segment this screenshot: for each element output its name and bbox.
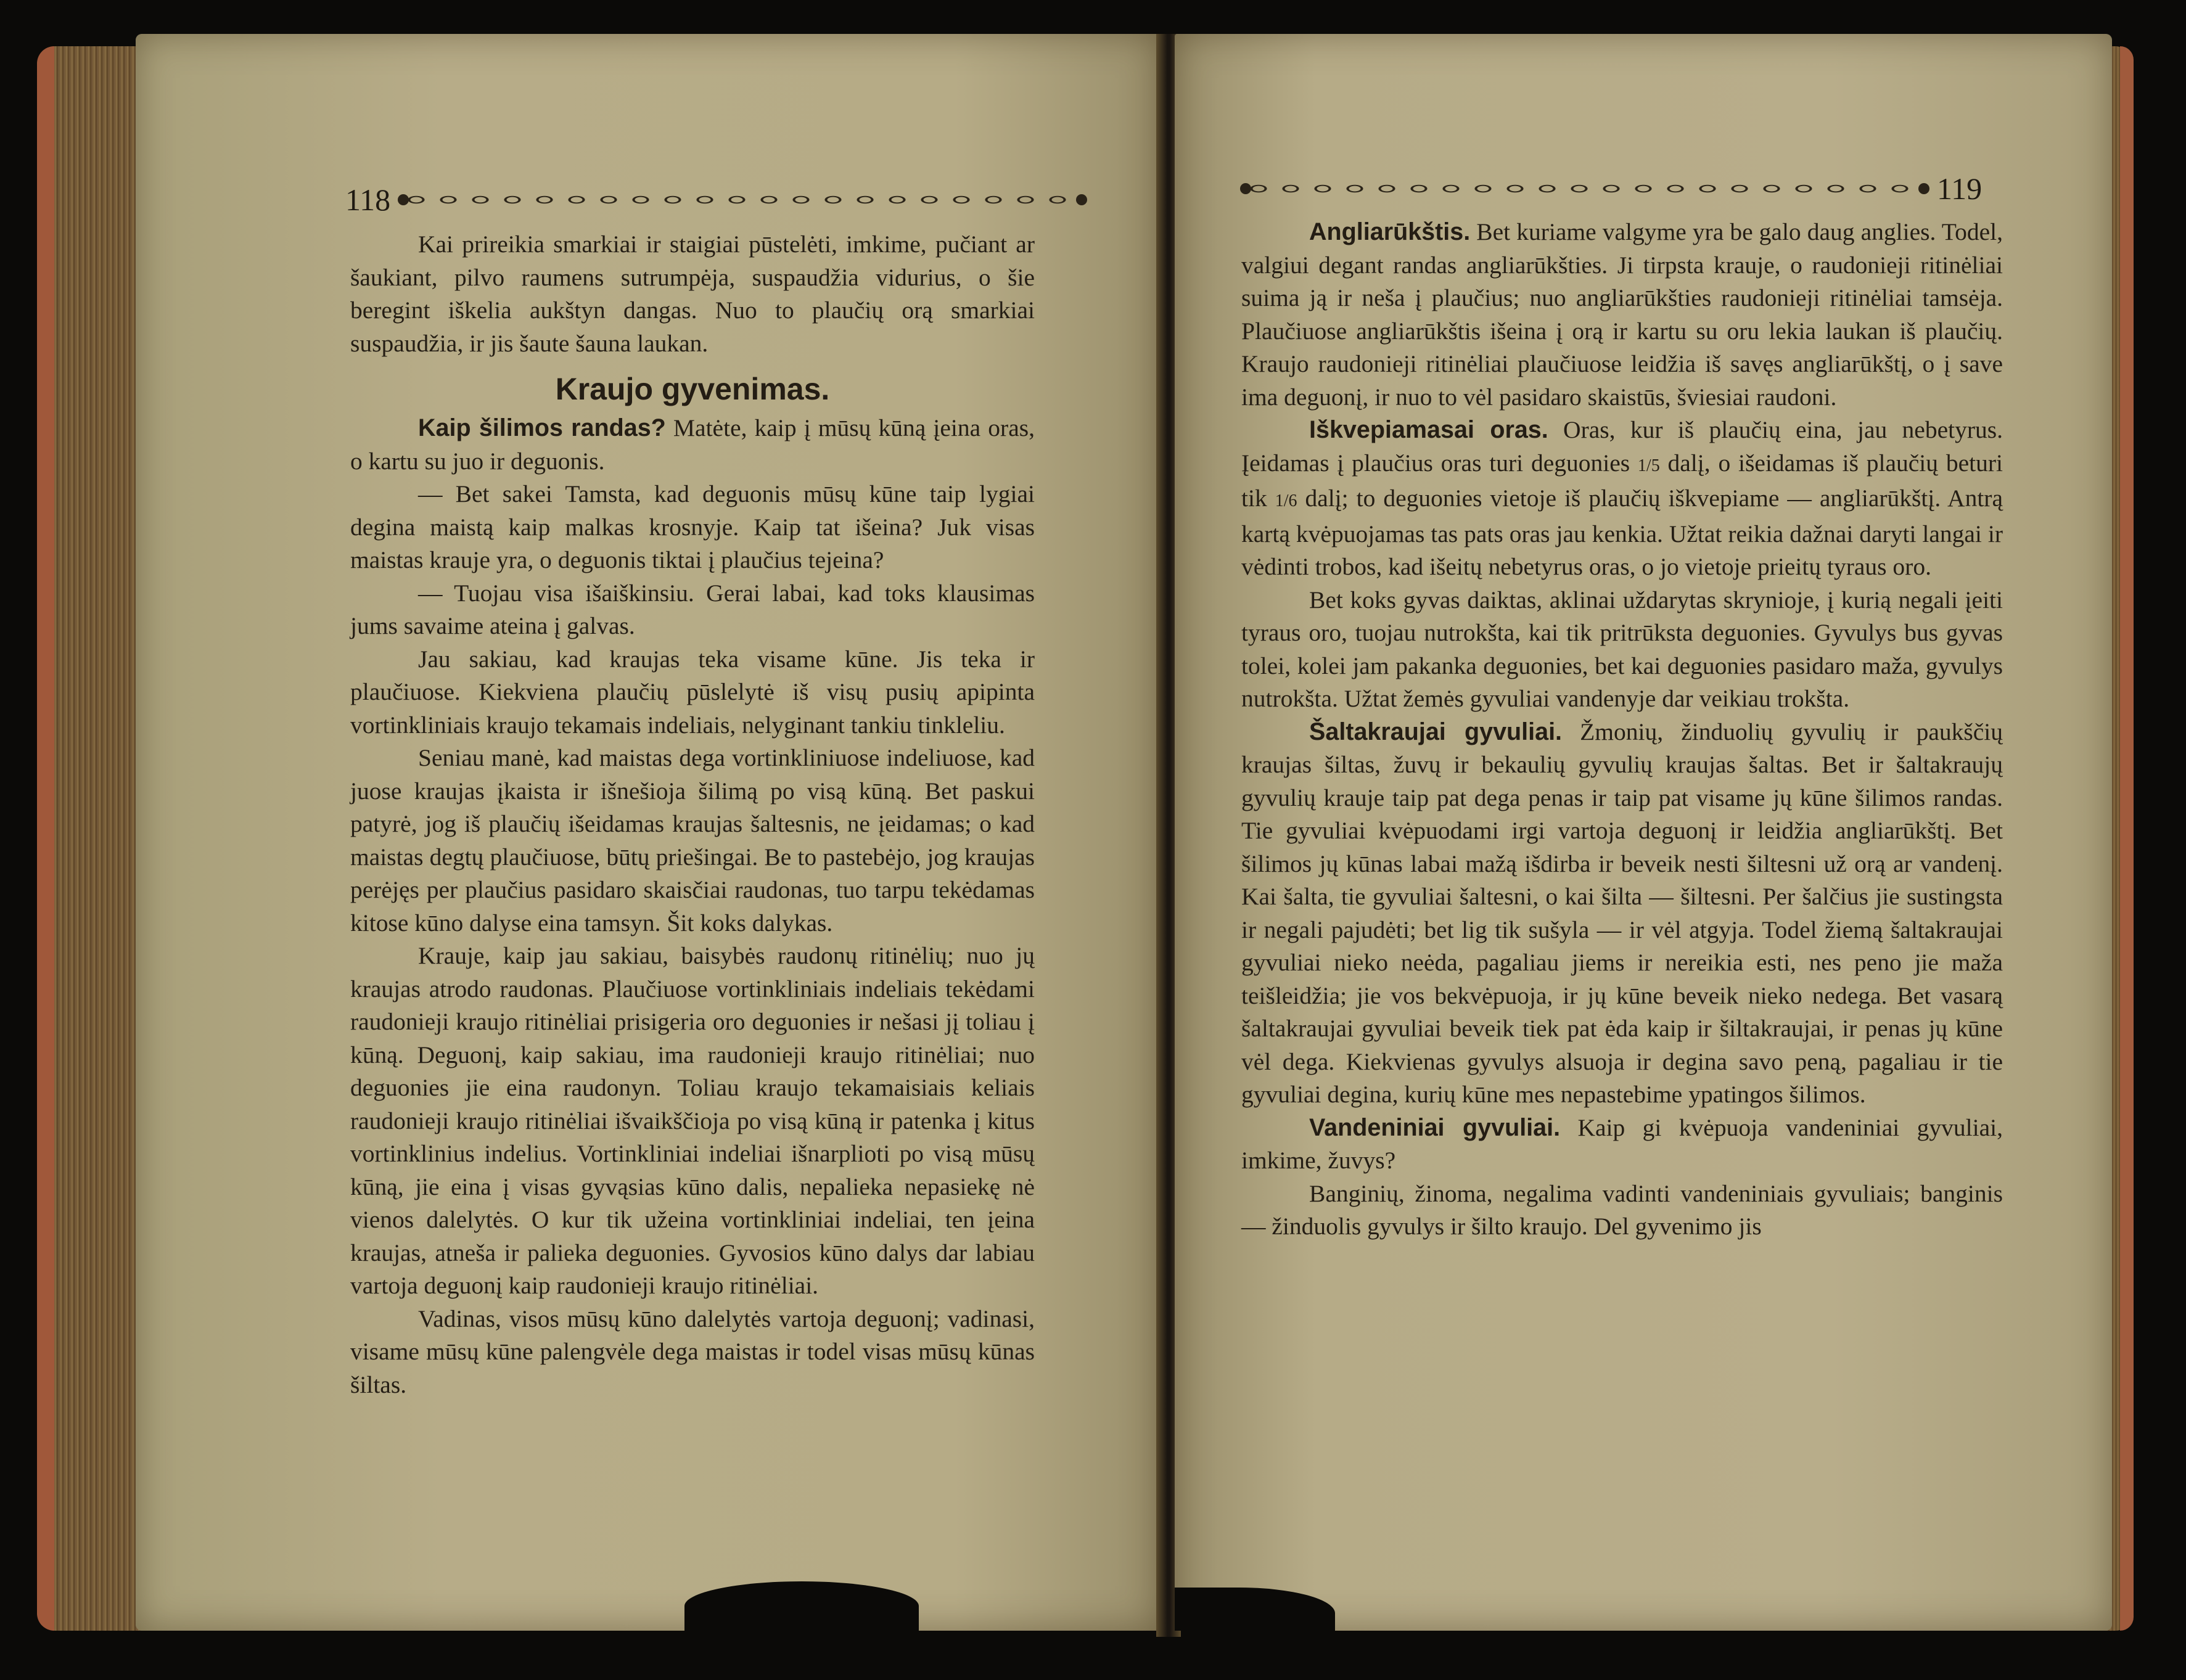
paragraph-text: dalį, o išeidamas iš plaučių beturi tik	[1241, 449, 2003, 512]
paragraph: Kai prireikia smarkiai ir staigiai pūstelėti, imkime, pučiant ar šaukiant, pilvo raumens sutrumpėja, suspaudžia vidurius, o šie beregint iškelia aukštyn dangas. Nuo to plaučių orą smarkiai suspaudžia, ir jis šaute šauna laukan.	[350, 231, 1035, 357]
paragraph-heading: Angliarūkštis.	[1309, 218, 1471, 245]
torn-edge	[684, 1581, 919, 1631]
paragraph	[1241, 716, 2003, 1112]
paragraph: Vadinas, visos mūsų kūno dalelytės vartoja deguonį; vadinasi, visame mūsų kūne palengvėle dega maistas ir todel visas mūsų kūnas šiltas.	[350, 1305, 1035, 1398]
torn-edge	[1175, 1588, 1335, 1631]
open-book	[37, 22, 2134, 1655]
paragraph	[1241, 414, 2003, 584]
paragraph	[1241, 216, 2003, 414]
paragraph-text: Matėte, kaip į mūsų kūną įeina oras, o kartu su juo ir deguonis.	[350, 414, 1035, 475]
paragraph: — Tuojau visa išaiškinsiu. Gerai labai, kad toks klausimas jums savaime ateina į galvas.	[350, 579, 1035, 639]
left-page-edge	[37, 46, 145, 1631]
right-page-header	[1243, 171, 1982, 207]
paragraph-text: Oras, kur iš plaučių eina, jau nebetyrus. Įeidamas į plaučius oras turi deguonies	[1241, 416, 2003, 477]
left-page	[136, 34, 1159, 1631]
paragraph: Jau sakiau, kad kraujas teka visame kūne. Jis teka ir plaučiuose. Kiekviena plaučių pūslelytė iš visų pusių apipinta vortinkliniais kraujo tekamais indeliais, nelyginant tankiu tinkleliu.	[350, 645, 1035, 739]
paragraph-heading: Vandeniniai gyvuliai.	[1309, 1113, 1561, 1141]
page-number: 119	[1937, 171, 1983, 206]
paragraph	[1241, 1112, 2003, 1178]
ornament-rule	[400, 191, 1085, 208]
ornament-rule	[1243, 180, 1927, 197]
paragraph: Seniau manė, kad maistas dega vortinkliniuose indeliuose, kad juose kraujas įkaista ir išnešioja šilimą po visą kūną. Bet paskui patyrė, jog iš plaučių išeidamas kraujas šaltesnis, ne įeidamas; o kad maistas degtų plaučiuose, būtų priešingai. Be to pastebėjo, jog kraujas perėjęs per plaučius pasidaro skaisčiai raudonas, tuo tarpu tekėdamas kitose kūno dalyse eina tamsyn. Šit koks dalykas.	[350, 744, 1035, 936]
left-page-text	[350, 228, 1035, 1401]
fraction: 1/6	[1275, 491, 1297, 510]
right-page	[1175, 34, 2112, 1631]
paragraph-heading: Kaip šilimos randas?	[418, 414, 666, 441]
page-number: 118	[345, 182, 391, 217]
paragraph-text: Žmonių, žinduolių gyvulių ir paukščių kraujas šiltas, žuvų ir bekaulių gyvulių kraujas šaltas. Bet ir šaltakraujų gyvulių krauje taip pat dega penas ir taip pat visame jų kūne šilimos randas. Tie gyvuliai kvėpuodami irgi vartoja deguonį ir leidžia angliarūkštį. Bet šilimos jų kūnas labai mažą išdirba ir beveik nesti šiltesni už orą ar vandenį. Kai šalta, tie gyvuliai šaltesni, o kai šilta — šiltesni. Per šalčius jie sustingsta ir negali pajudėti; bet lig tik sušyla — ir vėl atgyja. Todel žiemą šaltakraujai gyvuliai nieko neėda, pagaliau jiems ir nereikia esti, nes peno jie maža teišleidžia; jie vos bekvėpuoja, ir jų kūne beveik nieko nedega. Bet vasarą šaltakraujai gyvuliai beveik tiek pat ėda kaip ir šiltakraujai, ir penas jų kūne vėl dega. Kiekvienas gyvulys alsuoja ir degina savo peną, pagaliau ir tie gyvuliai degina, kurių kūne mes nepastebime ypatingos šilimos.	[1241, 718, 2003, 1108]
paragraph-text: dalį; to deguonies vietoje iš plaučių iškvepiame — angliarūkštį. Antrą kartą kvėpuojamas tas pats oras jau kenkia. Užtat reikia dažnai daryti langai ir vėdinti trobos, kad išeitų nebetyrus oras, o jo vietoje prieitų tyraus oro.	[1241, 485, 2003, 580]
paragraph-text: Bet kuriame valgyme yra be galo daug anglies. Todel, valgiui degant randas angliarūkšties. Ji tirpsta krauje, o raudonieji ritinėliai suima ją ir neša į plaučius; nuo angliarūkšties raudonieji ritinėliai tamsėja. Plaučiuose angliarūkštis išeina į orą ir kartu su oru lekia laukan iš plaučių. Kraujo raudonieji ritinėliai plaučiuose leidžia iš savęs angliarūkštį, o į save ima deguonį, ir nuo to vėl pasidaro skaistūs, šviesiai raudoni.	[1241, 218, 2003, 411]
paragraph-heading: Šaltakraujai gyvuliai.	[1309, 718, 1563, 745]
section-title: Kraujo gyvenimas.	[555, 372, 830, 406]
paragraph: Krauje, kaip jau sakiau, baisybės raudonų ritinėlių; nuo jų kraujas atrodo raudonas. Plaučiuose vortinkliniais indeliais tekėdami raudonieji kraujo ritinėliai prisigeria oro deguonies ir nešasi jį toliau į kūną. Deguonį, kaip sakiau, ima raudonieji kraujo ritinėliai; nuo deguonies jie eina raudonyn. Toliau kraujo tekamaisiais keliais raudonieji kraujo ritinėliai išvaikščioja po visą kūną ir patenka į kitus vortinklinius indelius. Vortinkliniai indeliai išnarplioti po visą mūsų kūną, jie eina į visas gyvąsias kūno dalis, nepalieka nepasiekę nė vienos dalelytės. O kur tik užeina vortinkliniai indeliai, ten įeina kraujas, atneša ir palieka deguonies. Gyvosios kūno dalys dar labiau vartoja deguonį kaip raudonieji kraujo ritinėliai.	[350, 942, 1035, 1299]
paragraph	[350, 412, 1035, 478]
paragraph: — Bet sakei Tamsta, kad deguonis mūsų kūne taip lygiai degina maistą kaip malkas krosnyje. Kaip tat išeina? Juk visas maistas krauje yra, o deguonis tiktai į plaučius tejeina?	[350, 480, 1035, 573]
left-page-header	[345, 182, 1085, 218]
paragraph: Banginių, žinoma, negalima vadinti vandeniniais gyvuliais; banginis — žinduolis gyvulys ir šilto kraujo. Del gyvenimo jis	[1241, 1179, 2003, 1240]
right-page-text	[1241, 216, 2003, 1244]
paragraph-text: Kaip gi kvėpuoja vandeniniai gyvuliai, imkime, žuvys?	[1241, 1113, 2003, 1174]
fraction: 1/5	[1637, 456, 1660, 475]
paragraph-heading: Iškvepiamasai oras.	[1309, 416, 1548, 443]
paragraph: Bet koks gyvas daiktas, aklinai uždarytas skrynioje, į kurią negali įeiti tyraus oro, tuojau nutrokšta, kai tik pritrūksta deguonies. Gyvulys bus gyvas tolei, kolei jam pakanka deguonies, bet kai deguonies pasidaro maža, gyvulys nutrokšta. Užtat žemės gyvuliai vandenyje dar veikiau trokšta.	[1241, 586, 2003, 712]
